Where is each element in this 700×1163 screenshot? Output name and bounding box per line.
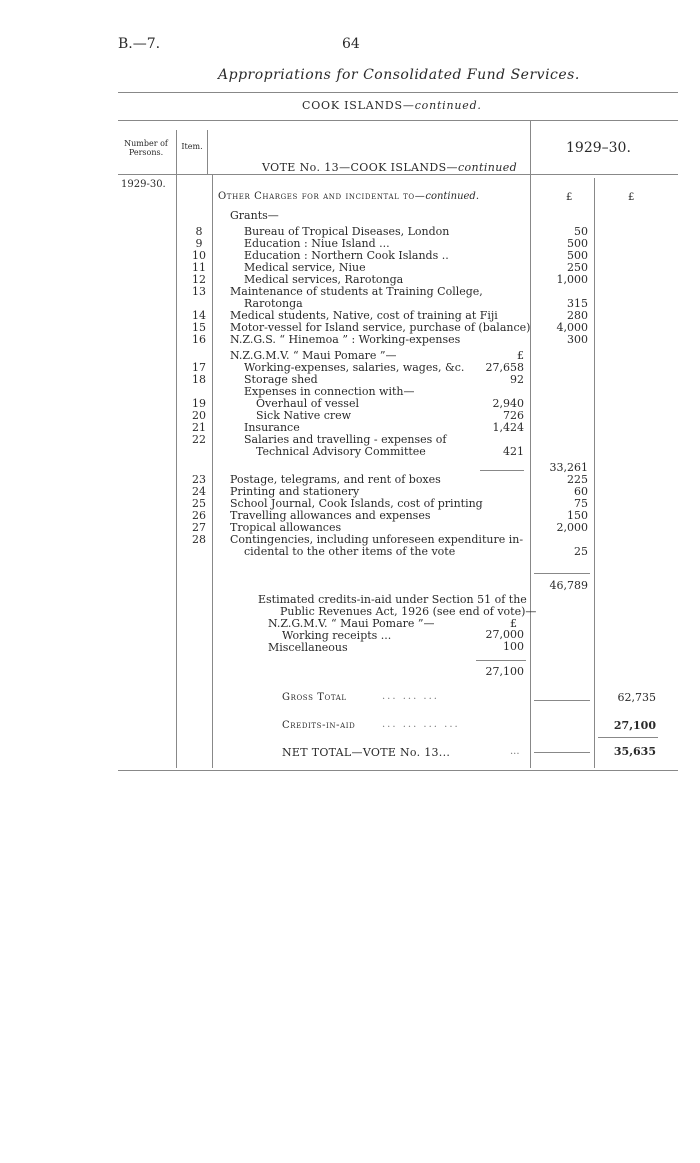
line-item-amount: 280 <box>567 309 588 322</box>
section-subtitle: COOK ISLANDS—continued. <box>302 99 482 112</box>
line-item-amount: 75 <box>574 497 588 510</box>
credits-in-aid-label: Credits-in-aid <box>282 720 356 731</box>
column-rule-amount2 <box>594 178 595 768</box>
miscellaneous-label: Miscellaneous <box>268 641 348 654</box>
line-item-label: N.Z.G.M.V. “ Maui Pomare ”— <box>230 349 397 362</box>
credits-total-value: 27,100 <box>485 665 524 678</box>
credits-line-2: Public Revenues Act, 1926 (see end of vote)— <box>280 605 537 618</box>
line-item-label: Medical service, Niue <box>244 261 366 274</box>
item-number: 19 <box>192 397 206 410</box>
line-item-label: Overhaul of vessel <box>256 397 359 410</box>
item-number: 12 <box>192 273 206 286</box>
other-charges-heading: Other Charges for and incidental to—continued. <box>218 191 480 202</box>
line-item-amount: 25 <box>574 545 588 558</box>
line-item-label: Contingencies, including unforeseen expenditure in- <box>230 533 524 546</box>
item-number: 24 <box>192 485 206 498</box>
item-number: 17 <box>192 361 206 374</box>
inner-sum-rule <box>480 470 524 471</box>
net-total-label: NET TOTAL—VOTE No. 13... <box>282 746 451 759</box>
line-item-label: Medical services, Rarotonga <box>244 273 404 286</box>
item-number: 22 <box>192 433 206 446</box>
line-item-amount: 33,261 <box>549 461 588 474</box>
credits-currency: £ <box>510 617 517 630</box>
number-of-persons-header: Number of Persons. <box>124 139 168 157</box>
line-item-label: Insurance <box>244 421 300 434</box>
item-number: 28 <box>192 533 206 546</box>
line-item-amount: 500 <box>567 249 588 262</box>
credits-in-aid-dots: ... ... ... ... <box>382 719 460 730</box>
line-item-label: School Journal, Cook Islands, cost of printing <box>230 497 483 510</box>
item-number: 9 <box>195 237 203 250</box>
header-rule-top <box>118 120 678 121</box>
line-item-label: Working-expenses, salaries, wages, &c. <box>244 361 465 374</box>
header-rule-bottom <box>118 174 678 175</box>
item-header: Item. <box>181 142 203 151</box>
item-number: 11 <box>192 261 206 274</box>
line-item-label: Storage shed <box>244 373 318 386</box>
line-item-amount: 250 <box>567 261 588 274</box>
line-item-label: Salaries and travelling - expenses of <box>244 433 447 446</box>
item-number: 8 <box>195 225 203 238</box>
line-item-label: Technical Advisory Committee <box>256 445 426 458</box>
vote-heading: VOTE No. 13—COOK ISLANDS—continued <box>262 161 518 174</box>
gross-total-dots: ... ... ... <box>382 691 439 702</box>
item-number: 21 <box>192 421 206 434</box>
line-item-amount: 4,000 <box>556 321 588 334</box>
line-item-label: Motor-vessel for Island service, purchase of (balance) <box>230 321 531 334</box>
line-item-amount: 2,000 <box>556 521 588 534</box>
year-column-header: 1929–30. <box>566 140 631 156</box>
column-rule-persons <box>176 130 177 768</box>
line-item-label: cidental to the other items of the vote <box>244 545 456 558</box>
item-number: 13 <box>192 285 206 298</box>
line-item-amount: 300 <box>567 333 588 346</box>
subtotal-rule <box>534 573 590 574</box>
net-total-rule-top <box>598 737 658 738</box>
page-number: 64 <box>342 36 360 52</box>
line-item-amount: 60 <box>574 485 588 498</box>
year-label: 1929-30. <box>121 179 166 190</box>
column-rule-amount1 <box>530 120 531 768</box>
item-number: 18 <box>192 373 206 386</box>
line-item-label: Bureau of Tropical Diseases, London <box>244 225 450 238</box>
subtotal-value: 46,789 <box>549 579 588 592</box>
item-number: 16 <box>192 333 206 346</box>
item-number: 25 <box>192 497 206 510</box>
line-item-amount: 500 <box>567 237 588 250</box>
item-number: 26 <box>192 509 206 522</box>
line-item-label: Expenses in connection with— <box>244 385 415 398</box>
line-item-label: Printing and stationery <box>230 485 360 498</box>
item-number: 10 <box>192 249 206 262</box>
net-total-value: 35,635 <box>613 745 656 758</box>
item-number: 27 <box>192 521 206 534</box>
credits-line-1: Estimated credits-in-aid under Section 51 of the <box>258 593 527 606</box>
line-item-label: Travelling allowances and expenses <box>230 509 431 522</box>
line-item-label: Sick Native crew <box>256 409 352 422</box>
line-item-amount: 150 <box>567 509 588 522</box>
line-item-label: Education : Northern Cook Islands .. <box>244 249 449 262</box>
miscellaneous-value: 100 <box>503 640 524 653</box>
item-number: 20 <box>192 409 206 422</box>
working-receipts-label: Working receipts ... <box>282 629 392 642</box>
column-rule-item-head <box>207 130 208 175</box>
net-total-dots: ... <box>510 746 520 757</box>
gross-total-value: 62,735 <box>617 691 656 704</box>
line-item-label: Maintenance of students at Training College, <box>230 285 483 298</box>
line-item-label: N.Z.G.S. “ Hinemoa ” : Working-expenses <box>230 333 461 346</box>
inner-amount: £ <box>517 349 524 362</box>
line-item-amount: 50 <box>574 225 588 238</box>
line-item-label: Postage, telegrams, and rent of boxes <box>230 473 441 486</box>
inner-amount: 421 <box>503 445 524 458</box>
page-title: Appropriations for Consolidated Fund Services. <box>218 67 580 83</box>
working-receipts-value: 27,000 <box>485 628 524 641</box>
item-number: 15 <box>192 321 206 334</box>
line-item-amount: 1,000 <box>556 273 588 286</box>
credits-line-3: N.Z.G.M.V. “ Maui Pomare ”— <box>268 617 435 630</box>
gross-total-label: Gross Total <box>282 692 347 703</box>
title-rule <box>118 92 678 93</box>
currency-col1: £ <box>566 192 573 203</box>
line-item-amount: 225 <box>567 473 588 486</box>
line-item-label: Education : Niue Island ... <box>244 237 390 250</box>
line-item-label: Rarotonga <box>244 297 303 310</box>
footer-rule <box>118 770 678 771</box>
line-item-label: Tropical allowances <box>230 521 342 534</box>
inner-amount: 92 <box>510 373 524 386</box>
item-number: 23 <box>192 473 206 486</box>
item-number: 14 <box>192 309 206 322</box>
gross-total-rule <box>534 700 590 701</box>
line-item-label: Grants— <box>230 209 279 222</box>
currency-col2: £ <box>628 192 635 203</box>
credits-sum-rule <box>476 660 526 661</box>
inner-amount: 1,424 <box>492 421 524 434</box>
credits-in-aid-value: 27,100 <box>613 719 656 732</box>
line-item-label: Medical students, Native, cost of training at Fiji <box>230 309 498 322</box>
inner-amount: 27,658 <box>485 361 524 374</box>
inner-amount: 726 <box>503 409 524 422</box>
line-item-amount: 315 <box>567 297 588 310</box>
inner-amount: 2,940 <box>492 397 524 410</box>
document-reference: B.—7. <box>118 36 161 52</box>
net-total-rule <box>534 752 590 753</box>
